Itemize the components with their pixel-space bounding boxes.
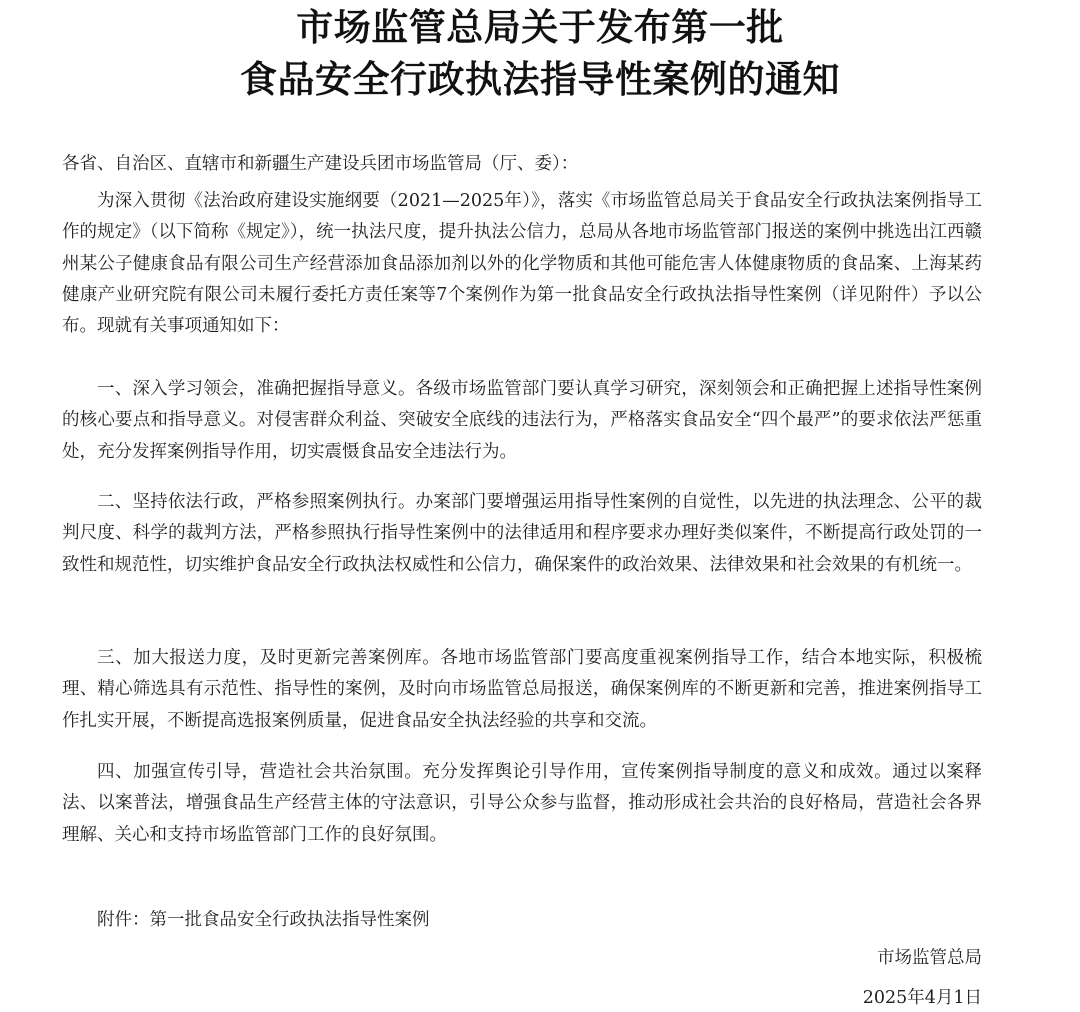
- paragraph-item-2: 二、坚持依法行政，严格参照案例执行。办案部门要增强运用指导性案例的自觉性，以先进的执法理念、公平的裁判尺度、科学的裁判方法，严格参照执行指导性案例中的法律适用和程序要求办理好类似案件，不断提高行政处罚的一致性和规范性，切实维护食品安全行政执法权威性和公信力，确保案件的政治效果、法律效果和社会效果的有机统一。: [62, 492, 982, 575]
- signature-organization: 市场监管总局: [877, 948, 982, 968]
- paragraph-item-3: 三、加大报送力度，及时更新完善案例库。各地市场监管部门要高度重视案例指导工作，结合本地实际，积极梳理、精心筛选具有示范性、指导性的案例，及时向市场监管总局报送，确保案例库的不断更新和完善，推进案例指导工作扎实开展，不断提高选报案例质量，促进食品安全执法经验的共享和交流。: [62, 648, 982, 731]
- salutation: 各省、自治区、直辖市和新疆生产建设兵团市场监管局（厅、委）：: [62, 154, 579, 174]
- attachment-note: 附件：第一批食品安全行政执法指导性案例: [97, 910, 430, 930]
- paragraph-item-1: 一、深入学习领会，准确把握指导意义。各级市场监管部门要认真学习研究，深刻领会和正确把握上述指导性案例的核心要点和指导意义。对侵害群众利益、突破安全底线的违法行为，严格落实食品安全“四个最严”的要求依法严惩重处，充分发挥案例指导作用，切实震慑食品安全违法行为。: [62, 379, 982, 462]
- paragraph-intro: 为深入贯彻《法治政府建设实施纲要（2021—2025年）》，落实《市场监管总局关于食品安全行政执法案例指导工作的规定》（以下简称《规定》），统一执法尺度，提升执法公信力，总局从各地市场监管部门报送的案例中挑选出江西赣州某公子健康食品有限公司生产经营添加食品添加剂以外的化学物质和其他可能危害人体健康物质的食品案、上海某药健康产业研究院有限公司未履行委托方责任案等7个案例作为第一批食品安全行政执法指导性案例（详见附件）予以公布。现就有关事项通知如下：: [62, 191, 982, 337]
- paragraph-item-4: 四、加强宣传引导，营造社会共治氛围。充分发挥舆论引导作用，宣传案例指导制度的意义和成效。通过以案释法、以案普法，增强食品生产经营主体的守法意识，引导公众参与监督，推动形成社会共治的良好格局，营造社会各界理解、关心和支持市场监管部门工作的良好氛围。: [62, 762, 982, 845]
- document-title-line-2: 食品安全行政执法指导性案例的通知: [240, 58, 840, 101]
- document-title-line-1: 市场监管总局关于发布第一批: [296, 6, 784, 49]
- signature-date: 2025年4月1日: [862, 988, 982, 1008]
